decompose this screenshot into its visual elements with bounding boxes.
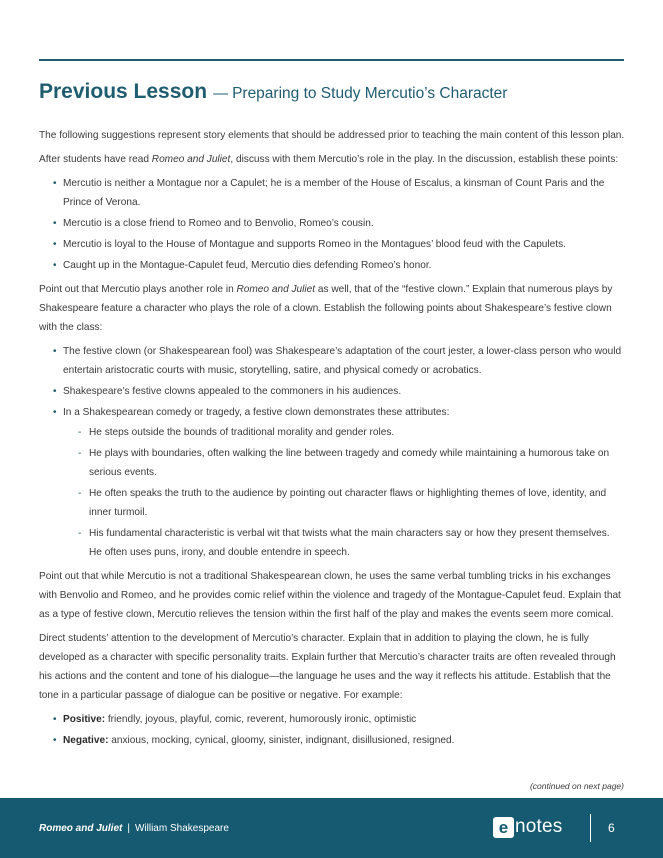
list-item: • Caught up in the Montague-Capulet feud, Mercutio dies defending Romeo’s honor.	[39, 256, 625, 275]
tone-label: Positive:	[63, 714, 106, 725]
comic-relief-paragraph: Point out that while Mercutio is not a traditional Shakespearean clown, he uses the same verbal tumbling tricks in his exchanges with Benvolio and Romeo, and he provides comic relief within the violence and tragedy of the Montague-Capulet feud. Explain that as a type of festive clown, Mercutio relieves the tension within the first half of the play and makes the events seem more comical.	[39, 571, 621, 620]
continued-note: (continued on next page)	[529, 781, 624, 791]
page-title	[39, 80, 629, 104]
header-rule	[39, 59, 624, 61]
play-title: Romeo and Juliet	[151, 154, 231, 165]
footer-separator: |	[127, 823, 130, 834]
play-title: Romeo and Juliet	[236, 284, 316, 295]
list-item: • Mercutio is loyal to the House of Montague and supports Romeo in the Montagues’ blood feud with the Capulets.	[39, 235, 625, 254]
tone-label: Negative:	[63, 735, 109, 746]
list-item: • Positive: friendly, joyous, playful, comic, reverent, humorously ironic, optimistic	[39, 710, 625, 729]
list-item: • The festive clown (or Shakespearean fool) was Shakespeare’s adaptation of the court jester, a lower-class person who would entertain aristocratic courts with music, storytelling, satire, and physical comedy or acrobatics.	[39, 342, 625, 380]
enotes-logo[interactable]	[493, 816, 562, 838]
character-development-paragraph: Direct students’ attention to the development of Mercutio’s character. Explain that in addition to playing the clown, he is fully developed as a character with specific personality traits. Explain further that Mercutio’s character traits are often revealed through his actions and the content and tone of his dialogue—the language he uses and the way it reflects his attitude. Establish that the tone in a particular passage of dialogue can be positive or negative. For example:	[39, 633, 616, 701]
sub-list-item: - His fundamental characteristic is verbal wit that twists what the main characters say or how they present themselves. He often uses puns, irony, and double entendre in speech.	[63, 524, 625, 562]
list-item: • Negative: anxious, mocking, cynical, gloomy, sinister, indignant, disillusioned, resigned.	[39, 731, 625, 750]
lesson-title: Previous Lesson	[39, 80, 208, 103]
clown-points-list	[39, 342, 625, 562]
sub-list-item: - He often speaks the truth to the audience by pointing out character flaws or highlighting themes of love, identity, and inner turmoil.	[63, 484, 625, 522]
tone-list	[39, 710, 625, 750]
footer-divider	[590, 814, 591, 842]
festive-clown-paragraph: Point out that Mercutio plays another role in Romeo and Juliet as well, that of the “festive clown.” Explain that numerous plays by Shakespeare feature a character who plays the role of a clown. Establish the following points about Shakespeare’s festive clown with the class:	[39, 284, 613, 333]
clown-attributes-list	[63, 423, 625, 562]
logo-text: notes	[515, 816, 563, 837]
lesson-subtitle: Preparing to Study Mercutio’s Character	[232, 85, 508, 102]
footer-book-info	[39, 823, 229, 834]
sub-list-item: - He steps outside the bounds of traditional morality and gender roles.	[63, 423, 625, 442]
logo-badge-icon: e	[493, 817, 514, 838]
list-item: • Mercutio is a close friend to Romeo and to Benvolio, Romeo’s cousin.	[39, 214, 625, 233]
footer-author: William Shakespeare	[134, 823, 229, 834]
page-footer	[0, 798, 663, 858]
title-dash: —	[213, 85, 229, 102]
intro-paragraph: The following suggestions represent story elements that should be addressed prior to teaching the main content of this lesson plan.	[39, 130, 625, 141]
sub-list-item: - He plays with boundaries, often walking the line between tragedy and comedy while maintaining a humorous take on serious events.	[63, 444, 625, 482]
footer-book-title: Romeo and Juliet	[39, 823, 123, 834]
list-item: • In a Shakespearean comedy or tragedy, a festive clown demonstrates these attributes: - He steps outside the bounds of traditional morality and gender roles. - He plays with boundaries, often walking the line between tragedy and comedy while maintaining a humorous take on serious events. - He often speaks the truth to the audience by pointing out character flaws or highlighting themes of love, identity, and inner turmoil. - His fundamental characteristic is verbal wit that twists what the main characters say or how they present themselves. He often uses puns, irony, and double entendre in speech.	[39, 403, 625, 562]
mercutio-points-list	[39, 174, 625, 275]
lesson-content	[39, 126, 625, 755]
discussion-paragraph: After students have read Romeo and Juliet, discuss with them Mercutio’s role in the play. In the discussion, establish these points:	[39, 154, 619, 165]
list-item: • Mercutio is neither a Montague nor a Capulet; he is a member of the House of Escalus, a kinsman of Count Paris and the Prince of Verona.	[39, 174, 625, 212]
list-item: • Shakespeare’s festive clowns appealed to the commoners in his audiences.	[39, 382, 625, 401]
page-number: 6	[608, 821, 615, 835]
